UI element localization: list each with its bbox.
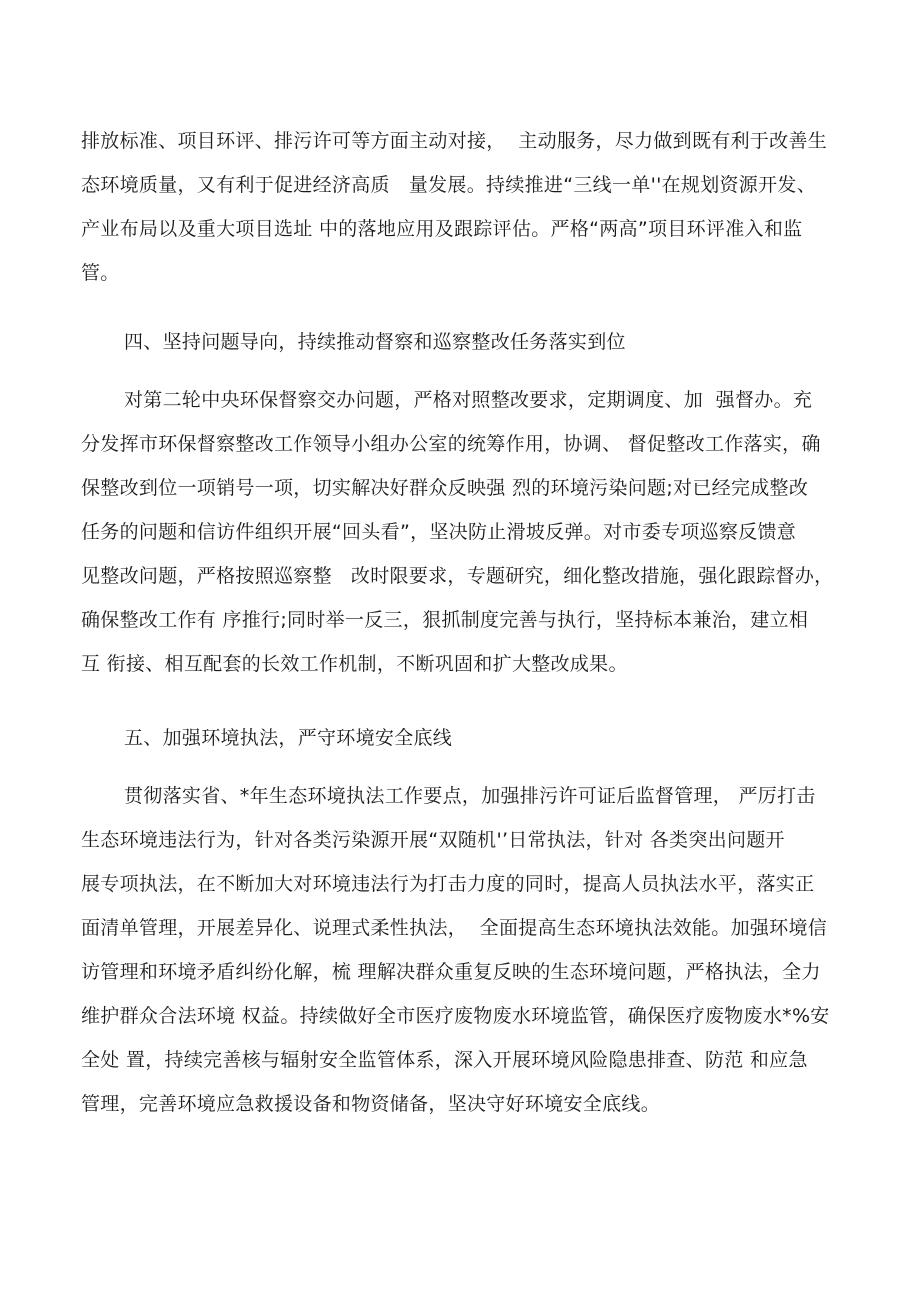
text-line: 访管理和环境矛盾纠纷化解，梳 理解决群众重复反映的生态环境问题，严格执法，全力 (81, 961, 821, 983)
text-line: 排放标准、项目环评、排污许可等方面主动对接， 主动服务，尽力做到既有利于改善生 (81, 130, 828, 152)
text-line: 确保整改工作有 序推行;同时举一反三，狠抓制度完善与执行，坚持标本兼治，建立相 (81, 609, 809, 631)
text-line: 面清单管理，开展差异化、说理式柔性执法， 全面提高生态环境执法效能。加强环境信 (81, 917, 828, 939)
text-line: 保整改到位一项销号一项，切实解决好群众反映强 烈的环境污染问题;对已经完成整改 (81, 477, 809, 499)
text-line: 管。 (81, 262, 120, 284)
text-line: 贯彻落实省、*年生态环境执法工作要点，加强排污许可证后监督管理， 严厉打击 (124, 785, 816, 807)
text-line: 产业布局以及重大项目选址 中的落地应用及跟踪评估。严格“两高”项目环评准入和监 (81, 218, 803, 240)
text-line: 生态环境违法行为，针对各类污染源开展“双随机'’日常执法，针对 各类突出问题开 (81, 829, 785, 851)
text-line: 对第二轮中央环保督察交办问题，严格对照整改要求，定期调度、加 强督办。充 (124, 389, 813, 411)
text-line: 展专项执法，在不断加大对环境违法行为打击力度的同时，提高人员执法水平，落实正 (81, 873, 815, 895)
text-line: 分发挥市环保督察整改工作领导小组办公室的统筹作用，协调、 督促整改工作落实，确 (81, 433, 821, 455)
text-line: 全处 置，持续完善核与辐射安全监管体系，深入开展环境风险隐患排查、防范 和应急 (81, 1049, 808, 1071)
text-line: 互 衔接、相互配套的长效工作机制，不断巩固和扩大整改成果。 (81, 653, 628, 675)
text-line: 任务的问题和信访件组织开展“回头看”，坚决防止滑坡反弹。对市委专项巡察反馈意 (81, 521, 797, 543)
section-heading-5: 五、加强环境执法，严守环境安全底线 (124, 727, 453, 749)
text-line: 态环境质量，又有利于促进经济高质 量发展。持续推进“三线一单''在规划资源开发、 (81, 174, 817, 196)
text-line: 管理，完善环境应急救援设备和物资储备，坚决守好环境安全底线。 (81, 1093, 661, 1115)
text-line: 维护群众合法环境 权益。持续做好全市医疗废物废水环境监管，确保医疗废物废水*%安 (81, 1005, 830, 1027)
section-heading-4: 四、坚持问题导向，持续推动督察和巡察整改任务落实到位 (124, 331, 626, 353)
text-line: 见整改问题，严格按照巡察整 改时限要求，专题研究，细化整改措施，强化跟踪督办， (81, 565, 834, 587)
